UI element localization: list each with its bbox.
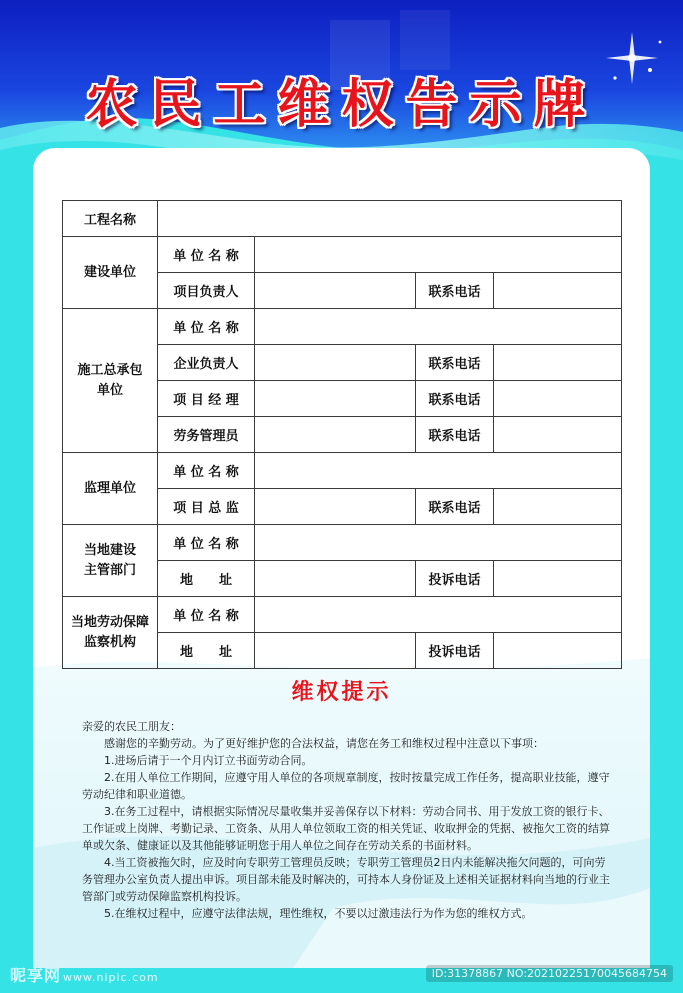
field-label: 单 位 名 称	[158, 597, 255, 633]
section-name-line1: 当地劳动保障	[70, 614, 149, 630]
section-name-line1: 当地建设	[83, 542, 136, 558]
field-value[interactable]	[255, 525, 622, 561]
phone-value[interactable]	[494, 381, 622, 417]
field-label: 项 目 经 理	[158, 381, 255, 417]
phone-label: 联系电话	[416, 381, 494, 417]
section-construction-unit: 建设单位	[63, 237, 158, 309]
notice-item: 2.在用人单位工作期间，应遵守用人单位的各项规章制度，按时按量完成工作任务，提高职业技能，遵守劳动纪律和职业道德。	[82, 771, 610, 801]
table-row	[63, 237, 622, 273]
field-label: 劳务管理员	[158, 417, 255, 453]
notice-item: 1.进场后请于一个月内订立书面劳动合同。	[104, 754, 313, 767]
section-name-line2: 监察机构	[83, 634, 136, 650]
field-value[interactable]	[255, 633, 416, 669]
page-title: 农民工维权告示牌	[85, 75, 598, 135]
field-label: 地 址	[158, 561, 255, 597]
section-general-contractor	[63, 309, 158, 453]
field-label: 地 址	[158, 633, 255, 669]
warning-title: 维权提示	[291, 680, 392, 705]
section-local-construction-authority	[63, 525, 158, 597]
field-value[interactable]	[255, 237, 622, 273]
phone-value[interactable]	[494, 273, 622, 309]
watermark-site	[10, 963, 159, 986]
phone-label: 联系电话	[416, 345, 494, 381]
field-label: 单 位 名 称	[158, 453, 255, 489]
phone-label: 联系电话	[416, 417, 494, 453]
project-name-label: 工程名称	[63, 201, 158, 237]
phone-value[interactable]	[494, 633, 622, 669]
table-row	[63, 309, 622, 345]
phone-label: 联系电话	[416, 489, 494, 525]
field-value[interactable]	[255, 561, 416, 597]
project-name-field[interactable]	[158, 201, 622, 237]
phone-value[interactable]	[494, 561, 622, 597]
info-table	[62, 200, 622, 669]
field-value[interactable]	[255, 381, 416, 417]
phone-label: 联系电话	[416, 273, 494, 309]
field-label: 单 位 名 称	[158, 237, 255, 273]
watermark-site-name: 昵享网	[10, 966, 62, 985]
watermark-id: ID:31378867 NO:20210225170045684754	[426, 965, 673, 982]
watermark-url: www.nipic.com	[63, 971, 159, 984]
notice-item: 4.当工资被拖欠时，应及时向专职劳工管理员反映；专职劳工管理员2日内未能解决拖欠问题的，可向劳务管理办公室负责人提出申诉。项目部未能及时解决的，可持本人身份证及上述相关证据材料向当地的行业主管部门或劳动保障监察机构投诉。	[82, 856, 610, 903]
table-row	[63, 201, 622, 237]
field-value[interactable]	[255, 309, 622, 345]
field-label: 项目负责人	[158, 273, 255, 309]
field-value[interactable]	[255, 273, 416, 309]
field-value[interactable]	[255, 345, 416, 381]
notice-intro: 感谢您的辛勤劳动。为了更好维护您的合法权益，请您在务工和维权过程中注意以下事项：	[104, 737, 544, 750]
field-value[interactable]	[255, 489, 416, 525]
table-row	[63, 453, 622, 489]
complaint-phone-label: 投诉电话	[416, 633, 494, 669]
notice-item: 3.在务工过程中，请根据实际情况尽量收集并妥善保存以下材料：劳动合同书、用于发放工资的银行卡、工作证或上岗牌、考勤记录、工资条、从用人单位领取工资的相关凭证、收取押金的凭据、被拖欠工资的结算单或欠条、健康证以及其他能够证明您于用人单位之间存在劳动关系的书面材料。	[82, 805, 610, 852]
section-name-line2: 单位	[96, 382, 123, 398]
field-value[interactable]	[255, 417, 416, 453]
field-label: 项 目 总 监	[158, 489, 255, 525]
table-row	[63, 597, 622, 633]
field-label: 单 位 名 称	[158, 309, 255, 345]
notice-text	[82, 718, 612, 922]
section-labor-inspection	[63, 597, 158, 669]
field-label: 企业负责人	[158, 345, 255, 381]
phone-value[interactable]	[494, 489, 622, 525]
section-name-line2: 主管部门	[83, 562, 136, 578]
notice-greeting: 亲爱的农民工朋友：	[82, 720, 181, 733]
field-label: 单 位 名 称	[158, 525, 255, 561]
table-row	[63, 525, 622, 561]
section-supervision-unit: 监理单位	[63, 453, 158, 525]
complaint-phone-label: 投诉电话	[416, 561, 494, 597]
phone-value[interactable]	[494, 417, 622, 453]
field-value[interactable]	[255, 453, 622, 489]
notice-item: 5.在维权过程中，应遵守法律法规，理性维权，不要以过激违法行为作为您的维权方式。	[104, 907, 533, 920]
section-name-line1: 施工总承包	[77, 362, 143, 378]
field-value[interactable]	[255, 597, 622, 633]
phone-value[interactable]	[494, 345, 622, 381]
